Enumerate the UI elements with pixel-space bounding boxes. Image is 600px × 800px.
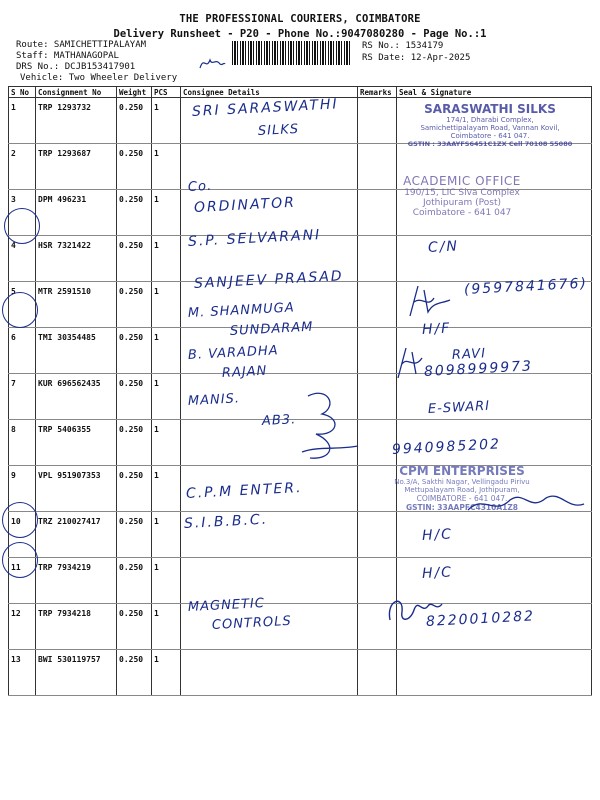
hw-row13-name2: CONTROLS bbox=[211, 613, 293, 633]
hw-row3-co: Co. bbox=[187, 178, 213, 195]
cell-consignment-no: MTR 2591510 bbox=[36, 282, 117, 328]
hw-row5-phone: (9597841676) bbox=[463, 275, 589, 298]
cell-sno: 2 bbox=[9, 144, 36, 190]
cell-weight: 0.250 bbox=[117, 512, 152, 558]
col-seal: Seal & Signature bbox=[397, 87, 592, 98]
vehicle-label: Vehicle: Two Wheeler Delivery bbox=[20, 73, 178, 83]
cell-weight: 0.250 bbox=[117, 328, 152, 374]
hw-row9-phone: 9940985202 bbox=[391, 436, 502, 458]
cell-seal-signature bbox=[397, 236, 592, 282]
cell-consignment-no: TRP 1293687 bbox=[36, 144, 117, 190]
table-header-row bbox=[9, 87, 592, 98]
signature-row5 bbox=[404, 282, 454, 322]
barcode bbox=[232, 41, 350, 65]
cell-pcs: 1 bbox=[152, 558, 181, 604]
cell-weight: 0.250 bbox=[117, 282, 152, 328]
cell-sno: 12 bbox=[9, 604, 36, 650]
col-remarks: Remarks bbox=[358, 87, 397, 98]
hw-row6-name: M. SHANMUGA bbox=[187, 300, 296, 321]
hw-row1-name2: SILKS bbox=[257, 121, 300, 139]
cell-weight: 0.250 bbox=[117, 558, 152, 604]
company-title: THE PROFESSIONAL COURIERS, COIMBATORE bbox=[179, 13, 421, 25]
cell-consignment-no: TRZ 210027417 bbox=[36, 512, 117, 558]
cell-remarks bbox=[358, 236, 397, 282]
top-signature bbox=[198, 52, 226, 74]
staff-label: Staff: MATHANAGOPAL bbox=[16, 51, 119, 61]
cell-sno: 10 bbox=[9, 512, 36, 558]
hw-row1-name: SRI SARASWATHI bbox=[191, 96, 339, 120]
drs-number: DRS No.: DCJB153417901 bbox=[16, 62, 136, 72]
cell-remarks bbox=[358, 328, 397, 374]
hw-row3-name: ORDINATOR bbox=[193, 194, 297, 216]
cell-consignment-no: HSR 7321422 bbox=[36, 236, 117, 282]
cell-sno: 4 bbox=[9, 236, 36, 282]
cell-sno: 3 bbox=[9, 190, 36, 236]
route-label: Route: SAMICHETTIPALAYAM bbox=[16, 40, 147, 50]
cell-weight: 0.250 bbox=[117, 190, 152, 236]
cell-pcs: 1 bbox=[152, 466, 181, 512]
hw-row4-sig: C/N bbox=[427, 238, 460, 256]
cell-sno: 5 bbox=[9, 282, 36, 328]
stamp-academic: ACADEMIC OFFICE 190/15, LIC Siva Complex Jothipuram (Post) Coimbatore - 641 047 bbox=[403, 174, 521, 218]
cell-sno: 11 bbox=[9, 558, 36, 604]
cell-weight: 0.250 bbox=[117, 420, 152, 466]
signature-rows8-9 bbox=[298, 386, 368, 466]
col-sno: S No bbox=[9, 87, 36, 98]
circle-mark-row12 bbox=[2, 542, 38, 578]
signature-row13 bbox=[384, 590, 444, 630]
hw-row11-name: S.I.B.B.C. bbox=[183, 511, 269, 532]
col-weight: Weight bbox=[117, 87, 152, 98]
cell-sno: 7 bbox=[9, 374, 36, 420]
hw-row12-sig: H/C bbox=[421, 564, 454, 582]
circle-mark-row11 bbox=[2, 502, 38, 538]
cell-remarks bbox=[358, 512, 397, 558]
cell-pcs: 1 bbox=[152, 144, 181, 190]
col-consignment: Consignment No bbox=[36, 87, 117, 98]
hw-row5-name: SANJEEV PRASAD bbox=[193, 268, 344, 292]
hw-row11-sig: H/C bbox=[421, 526, 454, 544]
cell-weight: 0.250 bbox=[117, 98, 152, 144]
cell-consignee-details bbox=[181, 650, 358, 696]
stamp-cpm: CPM ENTERPRISES No.3/A, Sakthi Nagar, Vellingadu Pirivu Mettupalayam Road, Jothipuram, COIMBATORE - 641 047. GSTIN: 33AAPFC4310A1Z8 bbox=[394, 464, 530, 512]
hw-row8-sig: E-SWARI bbox=[427, 398, 491, 417]
cell-weight: 0.250 bbox=[117, 650, 152, 696]
runsheet-title: Delivery Runsheet - P20 - Phone No.:9047080280 - Page No.:1 bbox=[113, 28, 487, 40]
cell-consignment-no: TRP 7934219 bbox=[36, 558, 117, 604]
hw-row10-name: C.P.M ENTER. bbox=[185, 479, 303, 502]
cell-sno: 9 bbox=[9, 466, 36, 512]
cell-seal-signature bbox=[397, 650, 592, 696]
cell-consignment-no: VPL 951907353 bbox=[36, 466, 117, 512]
table-row bbox=[9, 650, 592, 696]
cell-pcs: 1 bbox=[152, 190, 181, 236]
cell-consignment-no: KUR 696562435 bbox=[36, 374, 117, 420]
cell-pcs: 1 bbox=[152, 650, 181, 696]
cell-pcs: 1 bbox=[152, 374, 181, 420]
cell-sno: 13 bbox=[9, 650, 36, 696]
hw-row6-name2: SUNDARAM bbox=[229, 319, 314, 339]
hw-row7-sig: RAVI bbox=[451, 346, 487, 363]
hw-row7-name: B. VARADHA bbox=[187, 343, 279, 363]
rs-date: RS Date: 12-Apr-2025 bbox=[362, 53, 471, 63]
cell-consignment-no: TMI 30354485 bbox=[36, 328, 117, 374]
table-row bbox=[9, 558, 592, 604]
hw-row8-name2: AB3. bbox=[261, 412, 297, 429]
hw-row7-phone: 8098999973 bbox=[423, 358, 534, 380]
cell-weight: 0.250 bbox=[117, 236, 152, 282]
cell-weight: 0.250 bbox=[117, 144, 152, 190]
cell-consignment-no: TRP 1293732 bbox=[36, 98, 117, 144]
cell-sno: 6 bbox=[9, 328, 36, 374]
hw-row6-sig: H/F bbox=[421, 320, 452, 338]
hw-row13-name: MAGNETIC bbox=[187, 595, 266, 615]
cell-weight: 0.250 bbox=[117, 374, 152, 420]
cell-remarks bbox=[358, 650, 397, 696]
circle-mark-row4 bbox=[4, 208, 40, 244]
stamp-saraswathi: SARASWATHI SILKS 174/1, Dharabi Complex, Samichettipalayam Road, Vannan Kovil, Coimbatore - 641 047. GSTIN : 33AAYFS6451C1ZX Cell 70108 55080 bbox=[407, 102, 573, 148]
cell-consignment-no: BWI 530119757 bbox=[36, 650, 117, 696]
cell-sno: 8 bbox=[9, 420, 36, 466]
signature-row10 bbox=[464, 486, 588, 520]
cell-consignment-no: TRP 7934218 bbox=[36, 604, 117, 650]
cell-pcs: 1 bbox=[152, 604, 181, 650]
col-pcs: PCS bbox=[152, 87, 181, 98]
hw-row8-name: MANIS. bbox=[187, 391, 241, 409]
cell-pcs: 1 bbox=[152, 512, 181, 558]
cell-consignment-no: DPM 496231 bbox=[36, 190, 117, 236]
cell-pcs: 1 bbox=[152, 98, 181, 144]
cell-consignee-details bbox=[181, 558, 358, 604]
cell-pcs: 1 bbox=[152, 420, 181, 466]
cell-weight: 0.250 bbox=[117, 466, 152, 512]
col-consignee: Consignee Details bbox=[181, 87, 358, 98]
cell-pcs: 1 bbox=[152, 236, 181, 282]
cell-sno: 1 bbox=[9, 98, 36, 144]
cell-remarks bbox=[358, 282, 397, 328]
cell-pcs: 1 bbox=[152, 282, 181, 328]
hw-row4-name: S.P. SELVARANI bbox=[187, 227, 322, 250]
cell-pcs: 1 bbox=[152, 328, 181, 374]
cell-weight: 0.250 bbox=[117, 604, 152, 650]
circle-mark-row6 bbox=[2, 292, 38, 328]
hw-row13-phone: 8220010282 bbox=[425, 608, 536, 630]
hw-row7-name2: RAJAN bbox=[221, 363, 268, 381]
cell-consignment-no: TRP 5406355 bbox=[36, 420, 117, 466]
rs-number: RS No.: 1534179 bbox=[362, 41, 444, 51]
signature-row7 bbox=[394, 344, 434, 384]
